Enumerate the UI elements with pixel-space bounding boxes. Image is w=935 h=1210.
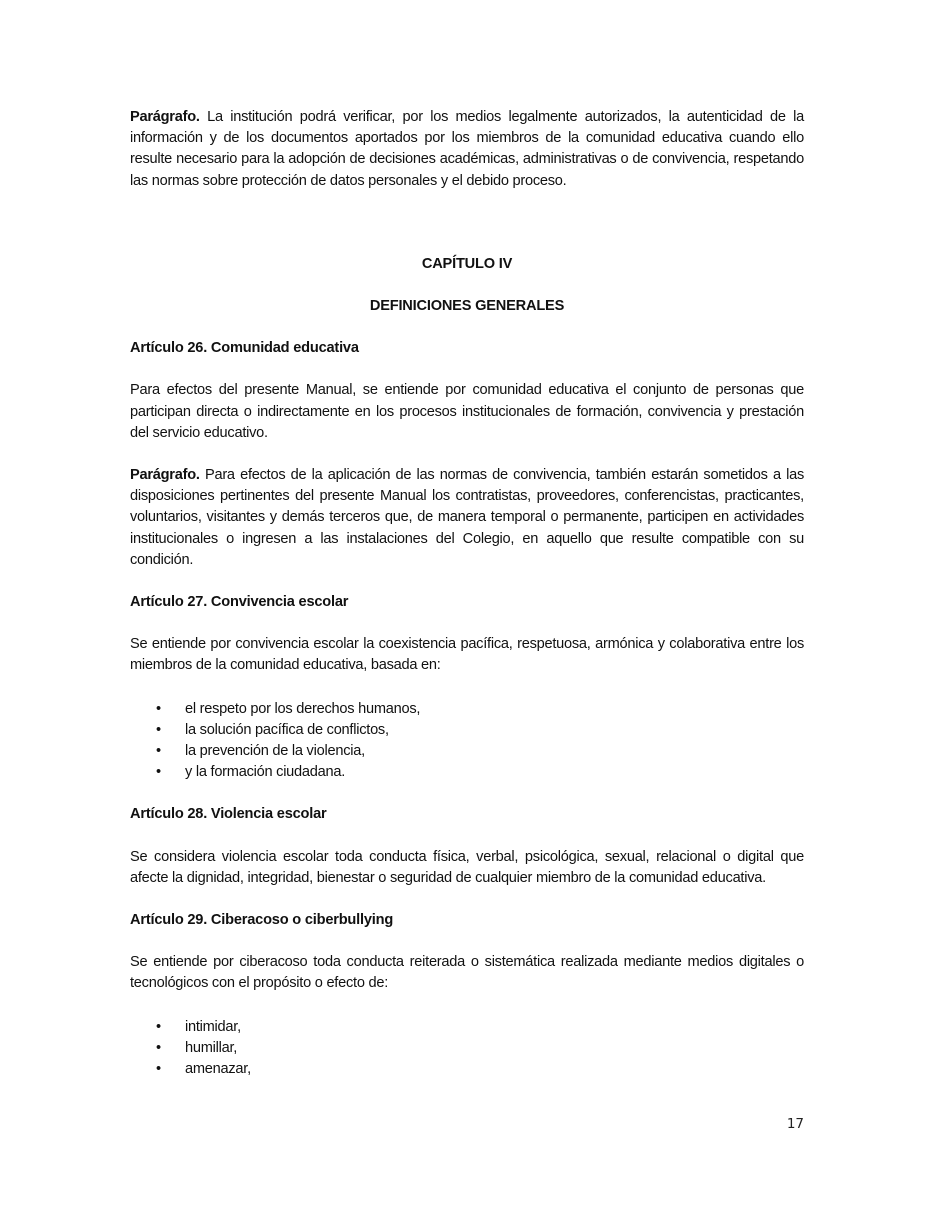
paragrafo-verificacion (130, 107, 804, 192)
article-29-list (130, 1017, 804, 1081)
article-28-title: Artículo 28. Violencia escolar (130, 806, 327, 823)
spacer (130, 613, 804, 634)
spacer (130, 571, 804, 592)
spacer (130, 359, 804, 380)
spacer (130, 317, 804, 338)
article-26-body: Para efectos del presente Manual, se entiende por comunidad educativa el conjunto de personas que participan directa o indirectamente en los procesos institucionales de formación, convivencia y prestación del servicio educativo. (130, 382, 804, 441)
chapter-title: DEFINICIONES GENERALES (369, 298, 565, 315)
list-item: • el respeto por los derechos humanos, (130, 699, 804, 720)
spacer (130, 192, 804, 254)
spacer (130, 826, 804, 847)
article-27-list (130, 699, 804, 784)
page-content (130, 107, 804, 1080)
list-item: • humillar, (130, 1038, 804, 1059)
article-29-title: Artículo 29. Ciberacoso o ciberbullying (130, 912, 394, 929)
paragrafo-text: Para efectos de la aplicación de las normas de convivencia, también estarán sometidos a las disposiciones pertinentes del presente Manual los contratistas, proveedores, conferencistas, practicantes, voluntarios, visitantes y demás terceros que, de manera temporal o permanente, participen en actividades institucionales o ingresen a las instalaciones del Colegio, en aquello que resulte compatible con su condición. (130, 467, 804, 568)
page-number: 17 (786, 1116, 804, 1132)
paragrafo-lead: Parágrafo. (130, 467, 200, 484)
article-27-title: Artículo 27. Convivencia escolar (130, 594, 349, 611)
list-item: • amenazar, (130, 1059, 804, 1080)
list-item: • y la formación ciudadana. (130, 762, 804, 783)
article-26-paragrafo (130, 465, 804, 571)
spacer (130, 677, 804, 699)
spacer (130, 444, 804, 465)
list-item: • la prevención de la violencia, (130, 741, 804, 762)
article-26-title: Artículo 26. Comunidad educativa (130, 340, 359, 357)
spacer (130, 995, 804, 1017)
list-item: • intimidar, (130, 1017, 804, 1038)
spacer (130, 275, 804, 296)
spacer (130, 931, 804, 952)
paragrafo-lead: Parágrafo. (130, 109, 200, 125)
paragrafo-text: La institución podrá verificar, por los medios legalmente autorizados, la autenticidad de la información y de los documentos aportados por los miembros de la comunidad educativa cuando ello resulte necesario para la adopción de decisiones académicas, administrativas o de convivencia, respetando las normas sobre protección de datos personales y el debido proceso. (130, 109, 804, 189)
article-29-body: Se entiende por ciberacoso toda conducta reiterada o sistemática realizada mediante medios digitales o tecnológicos con el propósito o efecto de: (130, 954, 804, 992)
article-27-body: Se entiende por convivencia escolar la coexistencia pacífica, respetuosa, armónica y colaborativa entre los miembros de la comunidad educativa, basada en: (130, 636, 804, 674)
list-item: • la solución pacífica de conflictos, (130, 720, 804, 741)
spacer (130, 783, 804, 804)
spacer (130, 889, 804, 910)
chapter-number: CAPÍTULO IV (421, 255, 513, 272)
article-28-body: Se considera violencia escolar toda conducta física, verbal, psicológica, sexual, relacional o digital que afecte la dignidad, integridad, bienestar o seguridad de cualquier miembro de la comunidad educativa. (130, 848, 804, 886)
